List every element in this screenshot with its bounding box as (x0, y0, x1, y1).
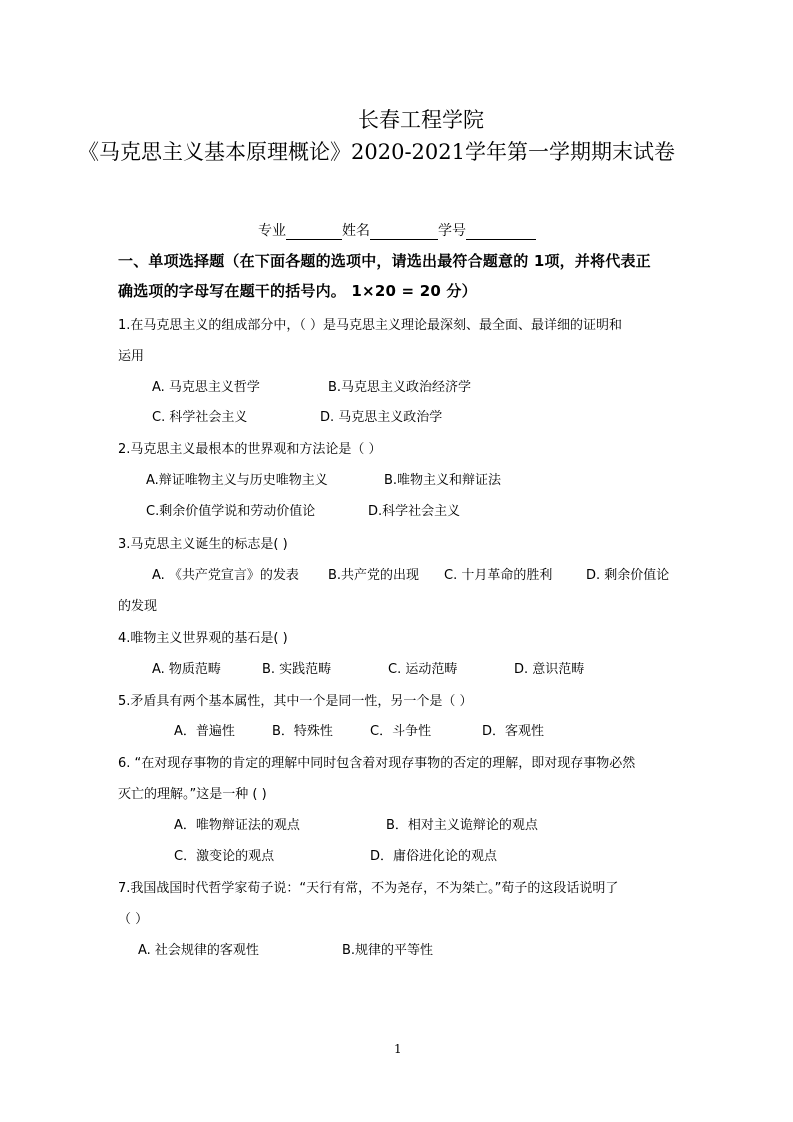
option-b: B.规律的平等性 (342, 943, 434, 958)
question-text: 4.唯物主义世界观的基石是( ) (118, 631, 288, 646)
option-c: C. 十月革命的胜利 (444, 568, 553, 583)
option-c: C. 运动范畴 (388, 662, 458, 677)
question-text: 6. “在对现存事物的肯定的理解中同时包含着对现存事物的否定的理解，即对现存事物必然 (118, 756, 636, 771)
option-d: D. 剩余价值论 (586, 568, 670, 583)
question-text: 7.我国战国时代哲学家荀子说：“天行有常，不为尧存，不为桀亡。”荀子的这段话说明了 (118, 881, 619, 896)
option-b: B. 实践范畴 (262, 662, 332, 677)
option-c: C. 科学社会主义 (152, 410, 248, 425)
option-a: A．普遍性 (174, 724, 235, 739)
section-heading-line-1: 一、单项选择题（在下面各题的选项中，请选出最符合题意的 1项，并将代表正 (118, 252, 651, 270)
page-number: 1 (394, 1042, 402, 1056)
student-id-blank[interactable] (466, 224, 536, 240)
option-d: D．庸俗进化论的观点 (370, 849, 498, 864)
option-d: D.科学社会主义 (368, 504, 461, 519)
option-c: C．激变论的观点 (174, 849, 275, 864)
option-d: D．客观性 (482, 724, 545, 739)
option-a: A．唯物辩证法的观点 (174, 818, 300, 833)
question-text: 运用 (118, 349, 145, 364)
major-blank[interactable] (286, 224, 342, 240)
option-b: B．相对主义诡辩论的观点 (386, 818, 538, 833)
question-text: 1.在马克思主义的组成部分中，（ ）是马克思主义理论最深刻、最全面、最详细的证明和 (118, 318, 623, 333)
option-b: B.唯物主义和辩证法 (384, 473, 502, 488)
name-blank[interactable] (370, 224, 438, 240)
question-text: 5.矛盾具有两个基本属性，其中一个是同一性，另一个是（ ） (118, 694, 473, 709)
question-text: 2.马克思主义最根本的世界观和方法论是（ ） (118, 442, 382, 457)
major-label: 专业 (258, 223, 286, 239)
question-text: 的发现 (118, 599, 158, 614)
option-d: D. 意识范畴 (514, 662, 585, 677)
option-a: A. 《共产党宣言》的发表 (152, 568, 299, 583)
exam-title: 《马克思主义基本原理概论》2020-2021学年第一学期期末试卷 (78, 140, 675, 164)
option-c: C．斗争性 (370, 724, 432, 739)
school-name: 长春工程学院 (358, 108, 484, 132)
option-b: B.共产党的出现 (328, 568, 420, 583)
option-b: B.马克思主义政治经济学 (328, 380, 472, 395)
option-a: A. 社会规律的客观性 (138, 943, 259, 958)
option-d: D. 马克思主义政治学 (320, 410, 443, 425)
option-a: A. 马克思主义哲学 (152, 380, 260, 395)
option-b: B．特殊性 (272, 724, 333, 739)
student-info-fields (258, 220, 536, 240)
student-id-label: 学号 (438, 223, 466, 239)
question-text: 3.马克思主义诞生的标志是( ) (118, 537, 288, 552)
name-label: 姓名 (342, 223, 370, 239)
option-c: C.剩余价值学说和劳动价值论 (146, 504, 316, 519)
section-heading-line-2: 确选项的字母写在题干的括号内。 1×20 = 20 分） (118, 282, 477, 300)
question-text: （ ） (118, 912, 149, 927)
question-text: 灭亡的理解。”这是一种 ( ) (118, 787, 267, 802)
option-a: A. 物质范畴 (152, 662, 221, 677)
option-a: A.辩证唯物主义与历史唯物主义 (146, 473, 328, 488)
